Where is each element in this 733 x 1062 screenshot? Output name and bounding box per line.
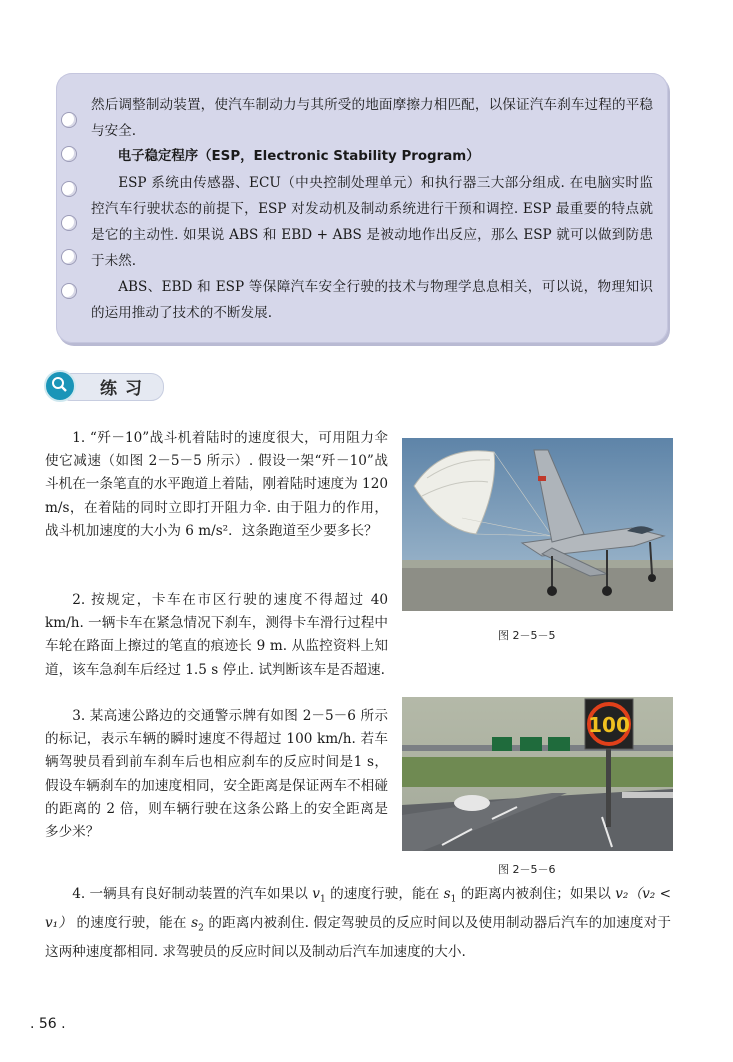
binder-ring-icon bbox=[61, 249, 77, 265]
esp-heading: 电子稳定程序（ESP，Electronic Stability Program） bbox=[117, 149, 480, 164]
figure-jet-drag-chute bbox=[402, 438, 673, 611]
binder-ring-icon bbox=[61, 215, 77, 231]
note-paragraph: 然后调整制动装置，使汽车制动力与其所受的地面摩擦力相匹配，以保证汽车刹车过程的平稳与安全. bbox=[91, 97, 653, 139]
figure-highway-sign bbox=[402, 697, 673, 851]
page-number: . 56 . bbox=[30, 1016, 66, 1032]
info-box-text bbox=[91, 92, 653, 326]
problem-4: 4. 一辆具有良好制动装置的汽车如果以 $v_1$ 的速度行驶，能在 $s_1$ 的距离内被刹住；如果以 v₂（v₂ < v₁） 的速度行驶，能在 $s_2$ 的距离内被刹住. 假定驾驶员的反应时间以及使用制动器后汽车的加速度对于这两种速度都相同. 求驾驶员的反应时间以及制动后汽车加速度的大小. bbox=[45, 886, 671, 960]
binder-ring-icon bbox=[61, 146, 77, 162]
binder-ring-icon bbox=[61, 181, 77, 197]
exercise-title: 练习 bbox=[100, 379, 150, 399]
figure-caption: 图 2－5－6 bbox=[498, 863, 556, 876]
binder-ring-icon bbox=[61, 112, 77, 128]
note-paragraph: ESP 系统由传感器、ECU（中央控制处理单元）和执行器三大部分组成. 在电脑实时监控汽车行驶状态的前提下，ESP 对发动机及制动系统进行干预和调控. ESP 最重要的特点就是它的主动性. 如果说 ABS 和 EBD + ABS 是被动地作出反应，那么 ESP 就可以做到防患于未然. bbox=[91, 175, 653, 269]
exercise-badge bbox=[44, 370, 166, 402]
magnifier-icon bbox=[44, 370, 76, 402]
problem-2: 2. 按规定，卡车在市区行驶的速度不得超过 40 km/h. 一辆卡车在紧急情况下刹车，测得卡车滑行过程中车轮在路面上擦过的笔直的痕迹长 9 m. 从监控资料上知道，该车急刹车后经过 1.5 s 停止. 试判断该车是否超速. bbox=[45, 592, 388, 678]
speed-limit-value: 100 bbox=[588, 713, 630, 737]
note-paragraph: ABS、EBD 和 ESP 等保障汽车安全行驶的技术与物理学息息相关，可以说，物理知识的运用推动了技术的不断发展. bbox=[91, 279, 653, 321]
problem-3: 3. 某高速公路边的交通警示牌有如图 2－5－6 所示的标记，表示车辆的瞬时速度不得超过 100 km/h. 若车辆驾驶员看到前车刹车后也相应刹车的反应时间是1 s，假设车辆刹车的加速度相同，安全距离是保证两车不相碰的距离的 2 倍，则车辆行驶在这条公路上的安全距离是多少米？ bbox=[45, 708, 388, 841]
problem-1: 1. “歼－10”战斗机着陆时的速度很大，可用阻力伞使它减速（如图 2－5－5 所示）. 假设一架“歼－10”战斗机在一条笔直的水平跑道上着陆，刚着陆时速度为 120 m/s，在着陆的同时立即打开阻力伞. 由于阻力的作用，战斗机加速度的大小为 6 m/s²．这条跑道至少要多长？ bbox=[45, 430, 388, 539]
figure-caption: 图 2－5－5 bbox=[498, 629, 556, 642]
binder-ring-icon bbox=[61, 283, 77, 299]
